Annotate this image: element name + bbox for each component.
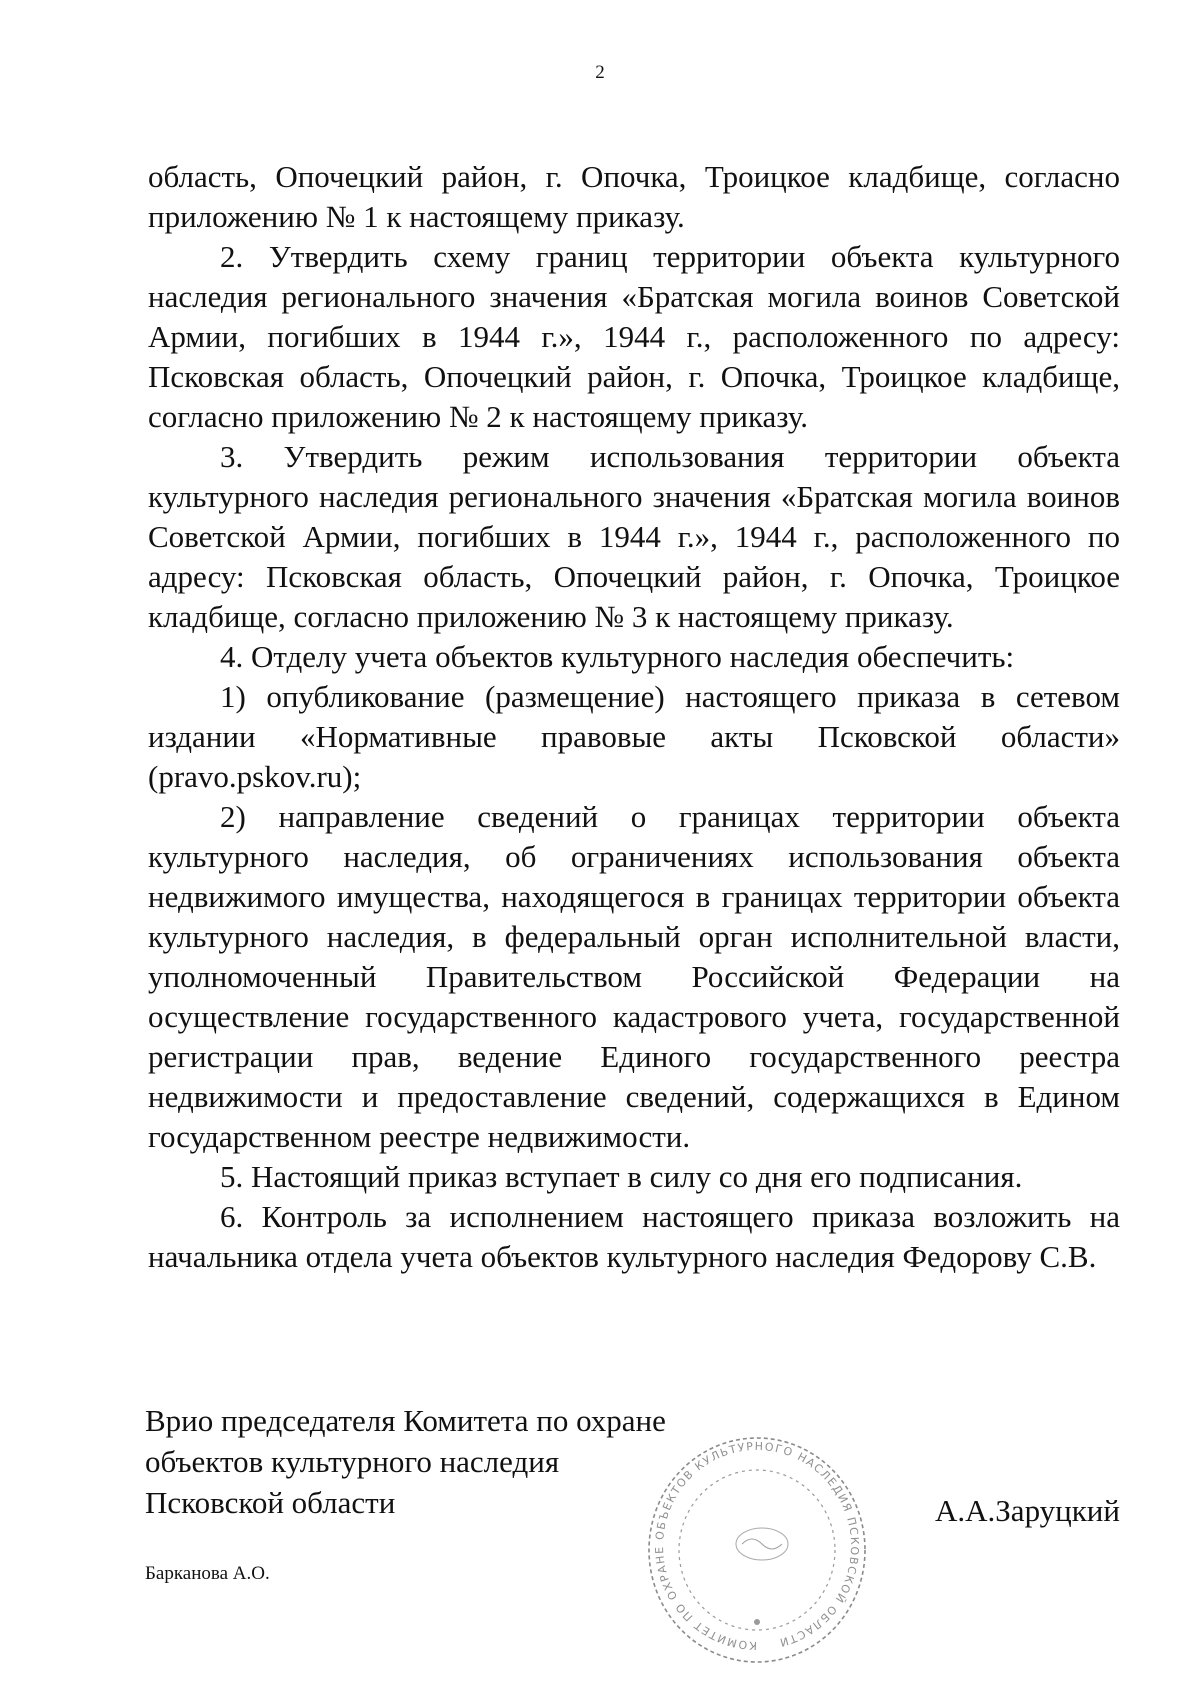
official-stamp [642, 1432, 872, 1672]
document-paragraph: 5. Настоящий приказ вступает в силу со дня его подписания. [220, 1159, 1023, 1194]
stamp-ring-text: КОМИТЕТ ПО ОХРАНЕ ОБЪЕКТОВ КУЛЬТУРНОГО НАСЛЕДИЯ ПСКОВСКОЙ ОБЛАСТИ [652, 1439, 862, 1653]
document-body [148, 157, 1120, 1277]
signer-name: А.А.Заруцкий [935, 1493, 1120, 1528]
document-paragraph: 2) направление сведений о границах территории объекта культурного наследия, об ограничениях использования объекта недвижимого имущества, находящегося в границах территории объекта культурного наследия, в федеральный орган исполнительной власти, уполномоченный Правительством Российской Федерации на осуществление государственного кадастрового учета, государственной регистрации прав, ведение Единого государственного реестра недвижимости и предоставление сведений, содержащихся в Едином государственном реестре недвижимости. [148, 799, 1120, 1154]
signature-position-line: Псковской области [145, 1485, 396, 1520]
signature-position [145, 1400, 666, 1523]
executor-name: Барканова А.О. [145, 1563, 270, 1584]
page-number: 2 [595, 62, 605, 83]
signature-position-line: объектов культурного наследия [145, 1444, 560, 1479]
document-paragraph: 3. Утвердить режим использования территории объекта культурного наследия регионального значения «Братская могила воинов Советской Армии, погибших в 1944 г.», 1944 г., расположенного по адресу: Псковская область, Опочецкий район, г. Опочка, Троицкое кладбище, согласно приложению № 3 к настоящему приказу. [148, 439, 1120, 634]
document-paragraph: 6. Контроль за исполнением настоящего приказа возложить на начальника отдела учета объектов культурного наследия Федорову С.В. [148, 1199, 1120, 1274]
document-paragraph: 1) опубликование (размещение) настоящего приказа в сетевом издании «Нормативные правовые акты Псковской области» (pravo.pskov.ru); [148, 679, 1120, 794]
signature-position-line: Врио председателя Комитета по охране [145, 1403, 666, 1438]
document-paragraph: область, Опочецкий район, г. Опочка, Троицкое кладбище, согласно приложению № 1 к настоящему приказу. [148, 159, 1120, 234]
document-paragraph: 2. Утвердить схему границ территории объекта культурного наследия регионального значения «Братская могила воинов Советской Армии, погибших в 1944 г.», 1944 г., расположенного по адресу: Псковская область, Опочецкий район, г. Опочка, Троицкое кладбище, согласно приложению № 2 к настоящему приказу. [148, 239, 1120, 434]
document-paragraph: 4. Отделу учета объектов культурного наследия обеспечить: [220, 639, 1015, 674]
